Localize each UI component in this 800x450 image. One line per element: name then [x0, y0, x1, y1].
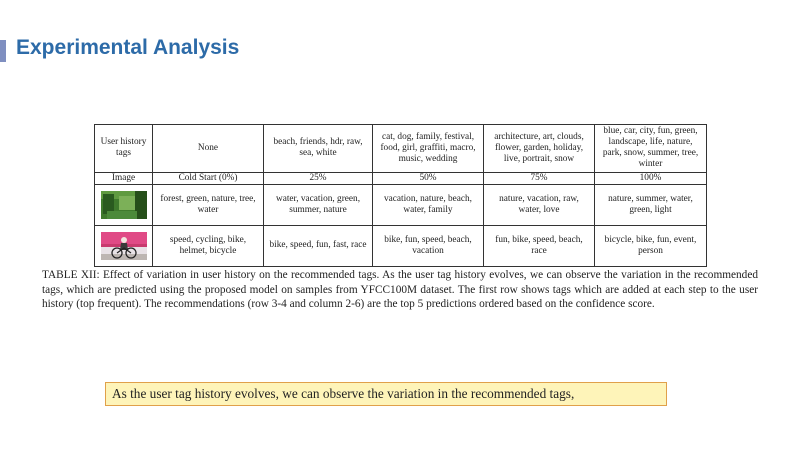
row-label: User history tags: [95, 125, 153, 173]
history-cell: None: [153, 125, 264, 173]
table-row: [95, 225, 707, 266]
highlight-callout: As the user tag history evolves, we can observe the variation in the recommended tags,: [105, 382, 667, 406]
row-label: Image: [95, 172, 153, 184]
history-cell: beach, friends, hdr, raw, sea, white: [264, 125, 373, 173]
image-cell: [95, 184, 153, 225]
stage-cell: 75%: [484, 172, 595, 184]
tag-cell: bicycle, bike, fun, event, person: [595, 225, 707, 266]
forest-photo-icon: [101, 191, 147, 219]
history-cell: cat, dog, family, festival, food, girl, graffiti, macro, music, wedding: [373, 125, 484, 173]
tag-cell: forest, green, nature, tree, water: [153, 184, 264, 225]
stage-row: [95, 172, 707, 184]
image-cell: [95, 225, 153, 266]
tag-cell: nature, summer, water, green, light: [595, 184, 707, 225]
stage-cell: 25%: [264, 172, 373, 184]
cyclist-photo-icon: [101, 232, 147, 260]
history-tags-row: [95, 125, 707, 173]
title-accent-bar: [0, 40, 6, 62]
slide-title: Experimental Analysis: [16, 36, 240, 59]
table-caption: TABLE XII: Effect of variation in user history on the recommended tags. As the user tag history evolves, we can observe the variation in the recommended tags, which are predicted using the proposed model on samples from YFCC100M dataset. The first row shows tags which are added at each step to the user history (top frequent). The recommendations (row 3-4 and column 2-6) are the top 5 predictions ordered based on the confidence score.: [42, 269, 758, 311]
stage-cell: 50%: [373, 172, 484, 184]
history-cell: architecture, art, clouds, flower, garden, holiday, live, portrait, snow: [484, 125, 595, 173]
tag-cell: bike, speed, fun, fast, race: [264, 225, 373, 266]
tag-cell: bike, fun, speed, beach, vacation: [373, 225, 484, 266]
tag-cell: nature, vacation, raw, water, love: [484, 184, 595, 225]
stage-cell: Cold Start (0%): [153, 172, 264, 184]
tag-cell: water, vacation, green, summer, nature: [264, 184, 373, 225]
tag-cell: vacation, nature, beach, water, family: [373, 184, 484, 225]
tag-cell: speed, cycling, bike, helmet, bicycle: [153, 225, 264, 266]
history-cell: blue, car, city, fun, green, landscape, life, nature, park, snow, summer, tree, winter: [595, 125, 707, 173]
results-table: [94, 124, 707, 267]
stage-cell: 100%: [595, 172, 707, 184]
tag-cell: fun, bike, speed, beach, race: [484, 225, 595, 266]
table-row: [95, 184, 707, 225]
